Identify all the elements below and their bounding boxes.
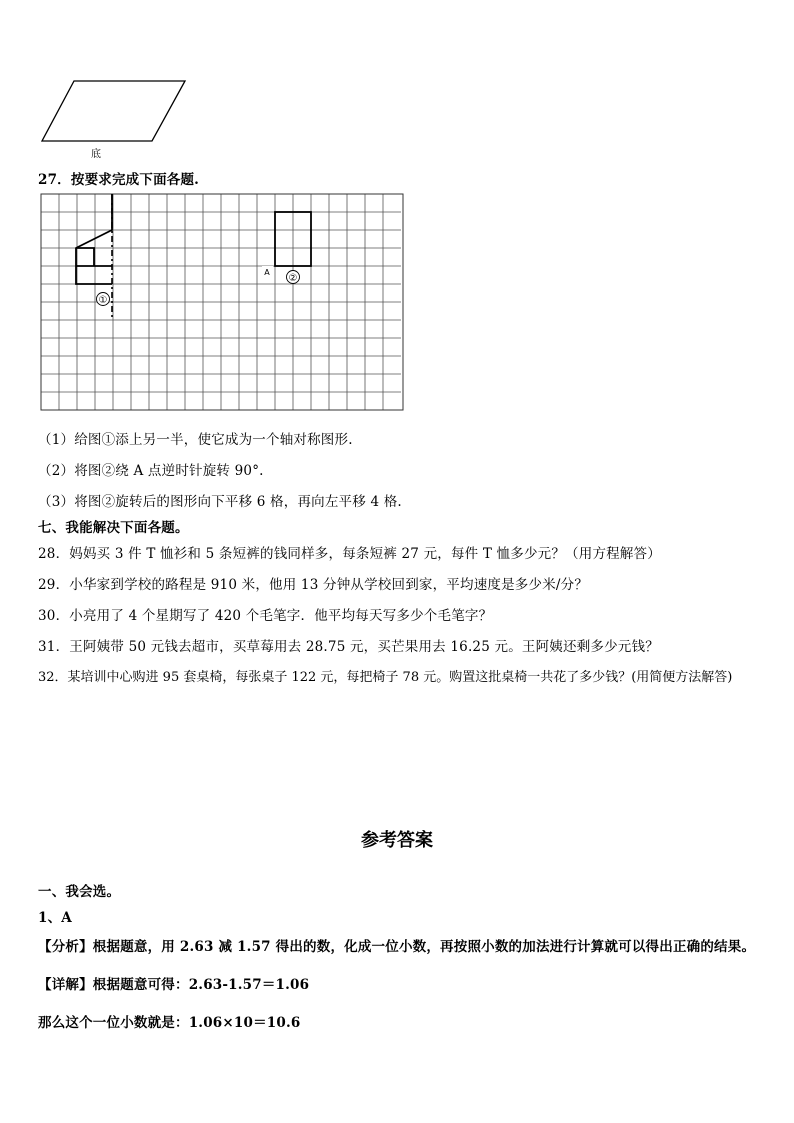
q27-sub2: （2）将图②绕 A 点逆时针旋转 90°. [38, 463, 264, 479]
figure-2-label: ② [288, 273, 298, 284]
parallelogram-figure [36, 76, 196, 160]
question-30: 30．小亮用了 4 个星期写了 420 个毛笔字．他平均每天写多少个毛笔字？ [38, 608, 493, 624]
q27-grid [40, 193, 406, 413]
q27-heading: 27．按要求完成下面各题. [38, 172, 200, 188]
answer-1: 1、A [38, 910, 72, 926]
grid-lines [41, 194, 401, 410]
q27-sub1: （1）给图①添上另一半，使它成为一个轴对称图形. [38, 432, 353, 448]
answers-title: 参考答案 [361, 830, 433, 851]
figure-1-half [76, 194, 112, 284]
parallelogram-shape [42, 81, 185, 141]
question-28: 28．妈妈买 3 件 T 恤衫和 5 条短裤的钱同样多，每条短裤 27 元，每件 T 恤多少元？（用方程解答） [38, 546, 661, 562]
question-31: 31．王阿姨带 50 元钱去超市，买草莓用去 28.75 元，买芒果用去 16.25 元。王阿姨还剩多少元钱？ [38, 639, 659, 655]
point-a-label: A [264, 268, 270, 277]
question-32: 32．某培训中心购进 95 套桌椅，每张桌子 122 元，每把椅子 78 元。购置这批桌椅一共花了多少钱？(用简便方法解答) [38, 670, 733, 685]
figure-1-label: ① [98, 295, 108, 306]
figure-1-inner [76, 248, 112, 266]
answer-1-detail: 【详解】根据题意可得：2.63-1.57＝1.06 [38, 977, 310, 993]
section-7-heading: 七、我能解决下面各题。 [38, 520, 189, 536]
q27-sub3: （3）将图②旋转后的图形向下平移 6 格，再向左平移 4 格. [38, 494, 402, 510]
question-29: 29．小华家到学校的路程是 910 米，他用 13 分钟从学校回到家，平均速度是多少米/分？ [38, 577, 589, 593]
answers-section-1: 一、我会选。 [38, 884, 121, 900]
parallelogram-base-label: 底 [91, 149, 101, 160]
answer-1-result: 那么这个一位小数就是：1.06×10＝10.6 [38, 1015, 301, 1031]
answer-1-analysis: 【分析】根据题意，用 2.63 减 1.57 得出的数，化成一位小数，再按照小数的加法进行计算就可以得出正确的结果。 [38, 939, 756, 955]
